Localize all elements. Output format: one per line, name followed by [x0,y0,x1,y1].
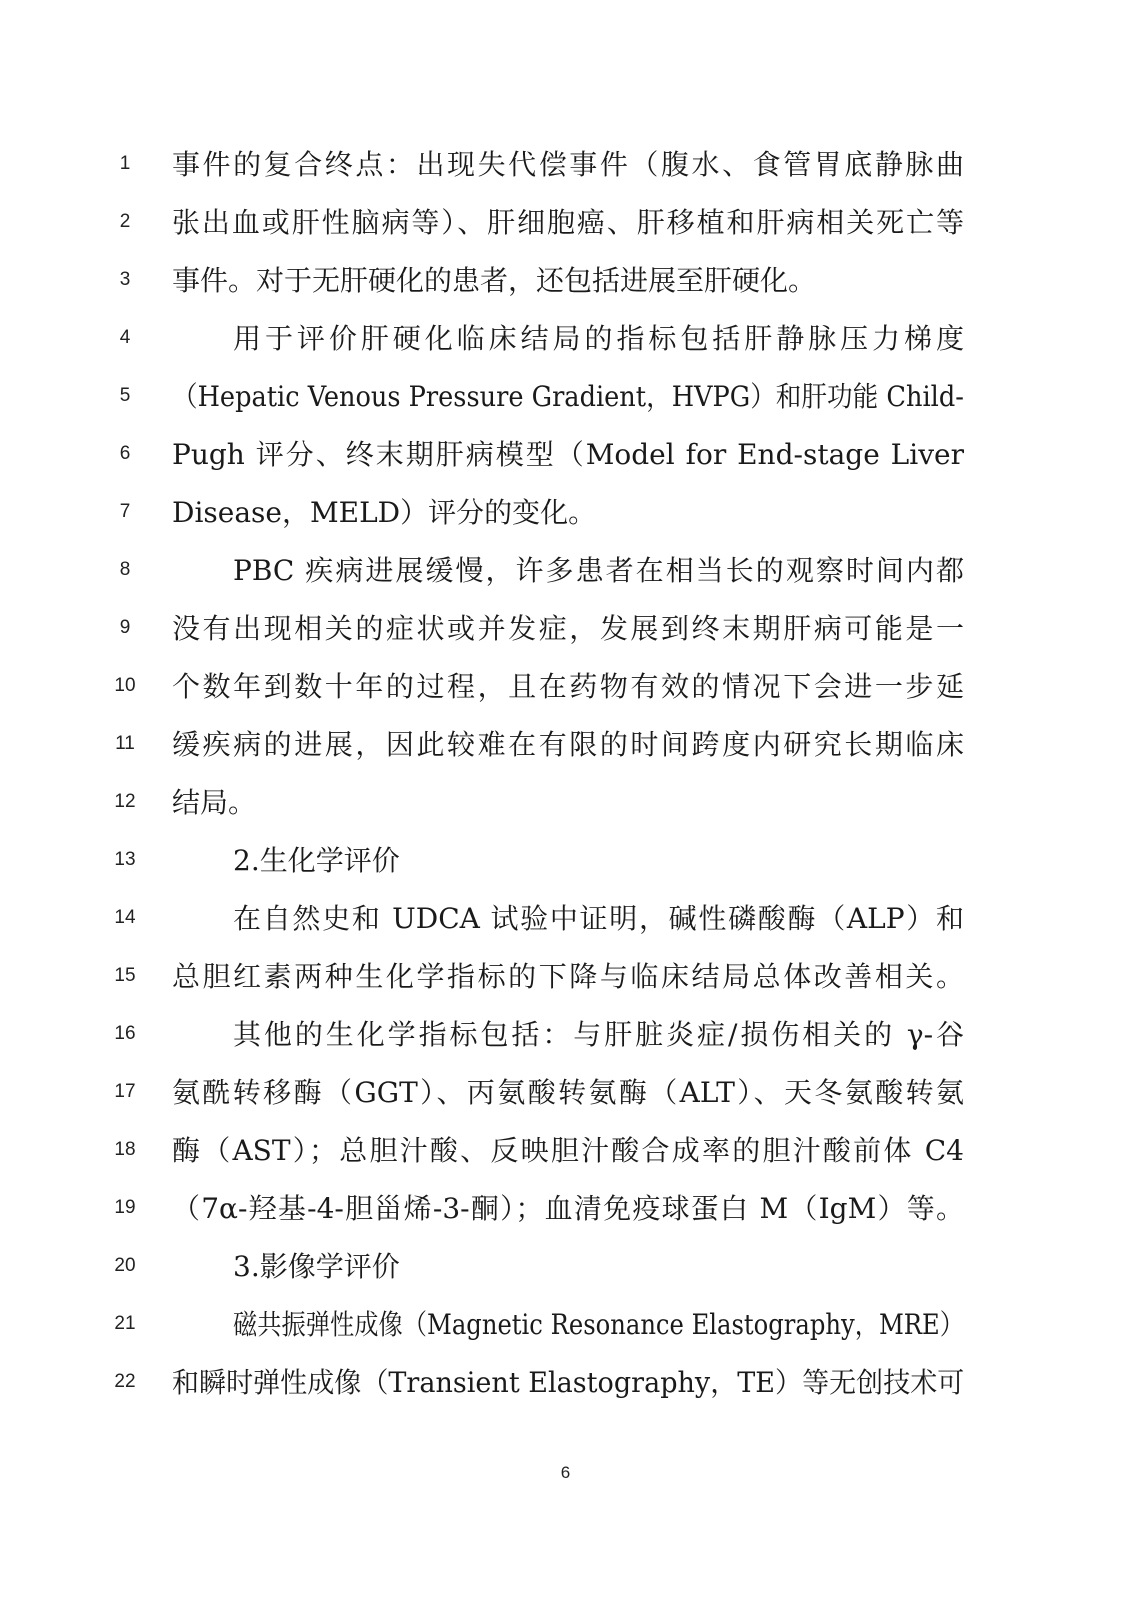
line-number: 10 [114,675,136,696]
text-line [0,957,1131,997]
line-text: 个数年到数十年的过程，且在药物有效的情况下会进一步延 [172,670,964,703]
text-line [0,1189,1131,1229]
text-line [0,1305,1131,1345]
line-text: 结局。 [172,786,257,819]
line-number: 22 [114,1371,136,1392]
text-line [0,551,1131,591]
text-line [0,1015,1131,1055]
line-number: 5 [119,385,131,406]
line-number: 14 [114,907,136,928]
section-heading [0,841,1131,881]
line-number: 11 [115,733,135,754]
text-line [0,493,1131,533]
line-number: 3 [119,269,131,290]
text-line [0,609,1131,649]
line-number: 20 [114,1255,136,1276]
text-line [0,1073,1131,1113]
text-line [0,203,1131,243]
line-text: 磁共振弹性成像（Magnetic Resonance Elastography，MRE） [233,1308,965,1341]
page-number: 6 [560,1463,571,1482]
line-number: 15 [114,965,136,986]
line-text: 用于评价肝硬化临床结局的指标包括肝静脉压力梯度 [233,322,964,355]
line-text: 其他的生化学指标包括：与肝脏炎症/损伤相关的 γ-谷 [233,1018,964,1051]
heading-text: 3.影像学评价 [233,1250,400,1283]
line-number: 9 [119,617,131,638]
line-text: 事件。对于无肝硬化的患者，还包括进展至肝硬化。 [172,264,817,297]
line-number: 13 [114,849,136,870]
line-number: 19 [114,1197,136,1218]
text-line [0,1363,1131,1403]
text-line [0,377,1131,417]
line-number: 4 [119,327,131,348]
line-text: （Hepatic Venous Pressure Gradient，HVPG）和肝功能 Child- [172,380,964,413]
line-text: 总胆红素两种生化学指标的下降与临床结局总体改善相关。 [172,960,964,993]
line-number: 6 [119,443,131,464]
line-number: 21 [114,1313,136,1334]
line-number: 16 [114,1023,136,1044]
text-line [0,261,1131,301]
line-text: 张出血或肝性脑病等）、肝细胞癌、肝移植和肝病相关死亡等 [172,206,964,239]
text-line [0,319,1131,359]
text-line [0,145,1131,185]
line-number: 18 [114,1139,136,1160]
line-text: 在自然史和 UDCA 试验中证明，碱性磷酸酶（ALP）和 [233,902,964,935]
line-text: 氨酰转移酶（GGT）、丙氨酸转氨酶（ALT）、天冬氨酸转氨 [172,1076,964,1109]
text-line [0,667,1131,707]
line-text: PBC 疾病进展缓慢，许多患者在相当长的观察时间内都 [233,554,964,587]
line-number: 2 [119,211,131,232]
text-line [0,783,1131,823]
line-text: （7α-羟基-4-胆甾烯-3-酮）；血清免疫球蛋白 M（IgM）等。 [172,1192,964,1225]
section-heading [0,1247,1131,1287]
line-text: 和瞬时弹性成像（Transient Elastography，TE）等无创技术可 [172,1366,965,1399]
line-text: 没有出现相关的症状或并发症，发展到终末期肝病可能是一 [172,612,964,645]
line-text: Pugh 评分、终末期肝病模型（Model for End-stage Liver [172,438,964,471]
line-text: Disease，MELD）评分的变化。 [172,496,597,529]
text-line [0,435,1131,475]
line-number: 1 [119,153,131,174]
line-number: 12 [114,791,136,812]
line-text: 缓疾病的进展，因此较难在有限的时间跨度内研究长期临床 [172,728,964,761]
text-line [0,725,1131,765]
text-line [0,899,1131,939]
line-text: 酶（AST）；总胆汁酸、反映胆汁酸合成率的胆汁酸前体 C4 [172,1134,964,1167]
text-line [0,1131,1131,1171]
line-number: 17 [114,1081,136,1102]
heading-text: 2.生化学评价 [233,844,400,877]
line-number: 7 [119,501,131,522]
line-number: 8 [119,559,131,580]
line-text: 事件的复合终点：出现失代偿事件（腹水、食管胃底静脉曲 [172,148,964,181]
